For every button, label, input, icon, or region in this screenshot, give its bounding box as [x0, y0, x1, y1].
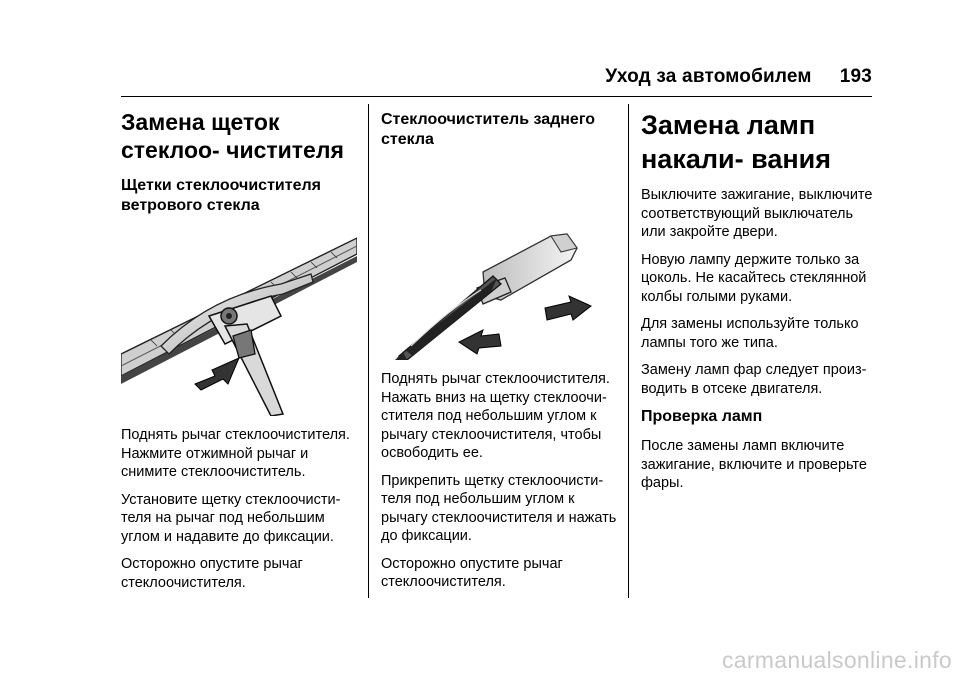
column-3 — [641, 104, 877, 502]
col1-paragraph-3: Осторожно опустите рычаг стеклоочистителя. — [121, 556, 303, 591]
wiper-blade-heading: Замена щеток стеклоо‑ чистителя — [121, 109, 344, 163]
column-divider-1 — [368, 104, 369, 598]
column-2 — [381, 104, 617, 601]
col1-paragraph-1: Поднять рычаг стеклоочистителя. Нажмите отжимной рычаг и снимите стеклоочиститель. — [121, 427, 350, 480]
col3-paragraph-3: Для замены используйте только лампы того же типа. — [641, 316, 859, 351]
col3-paragraph-4: Замену ламп фар следует произ‑ водить в отсеке двигателя. — [641, 362, 867, 397]
col3-paragraph-5: После замены ламп включите зажигание, включите и проверьте фары. — [641, 438, 867, 491]
rear-wiper-heading: Стеклоочиститель заднего стекла — [381, 111, 596, 148]
watermark: carmanualsonline.info — [721, 647, 952, 673]
col2-paragraph-1: Поднять рычаг стеклоочистителя. Нажать вниз на щетку стеклоочи‑ стителя под небольшим углом к рычагу стеклоочистителя, чтобы освободить ее. — [381, 371, 610, 461]
header-title: Уход за автомобилем — [605, 66, 812, 87]
col3-paragraph-1: Выключите зажигание, выключите соответствующий выключатель или закройте двери. — [641, 187, 873, 240]
bulb-check-subheading: Проверка ламп — [641, 408, 763, 425]
col2-paragraph-3: Осторожно опустите рычаг стеклоочистителя. — [381, 555, 563, 590]
windshield-wiper-subheading: Щетки стеклоочистителя ветрового стекла — [121, 177, 321, 214]
windshield-wiper-illustration — [121, 226, 357, 416]
col1-paragraph-2: Установите щетку стеклоочисти‑ теля на рычаг под небольшим углом и надавите до фиксации. — [121, 491, 341, 545]
bulb-replacement-heading: Замена ламп накали‑ вания — [641, 110, 832, 174]
column-1 — [121, 104, 357, 601]
page-number: 193 — [839, 66, 872, 87]
col2-paragraph-2: Прикрепить щетку стеклоочисти‑ теля под небольшим углом к рычагу стеклоочистителя и нажать до фиксации. — [381, 472, 617, 544]
rear-wiper-illustration — [381, 160, 617, 360]
page-header — [605, 66, 872, 88]
header-rule — [121, 96, 872, 97]
col3-paragraph-2: Новую лампу держите только за цоколь. Не касайтесь стеклянной колбы голыми руками. — [641, 251, 867, 305]
column-divider-2 — [628, 104, 629, 598]
